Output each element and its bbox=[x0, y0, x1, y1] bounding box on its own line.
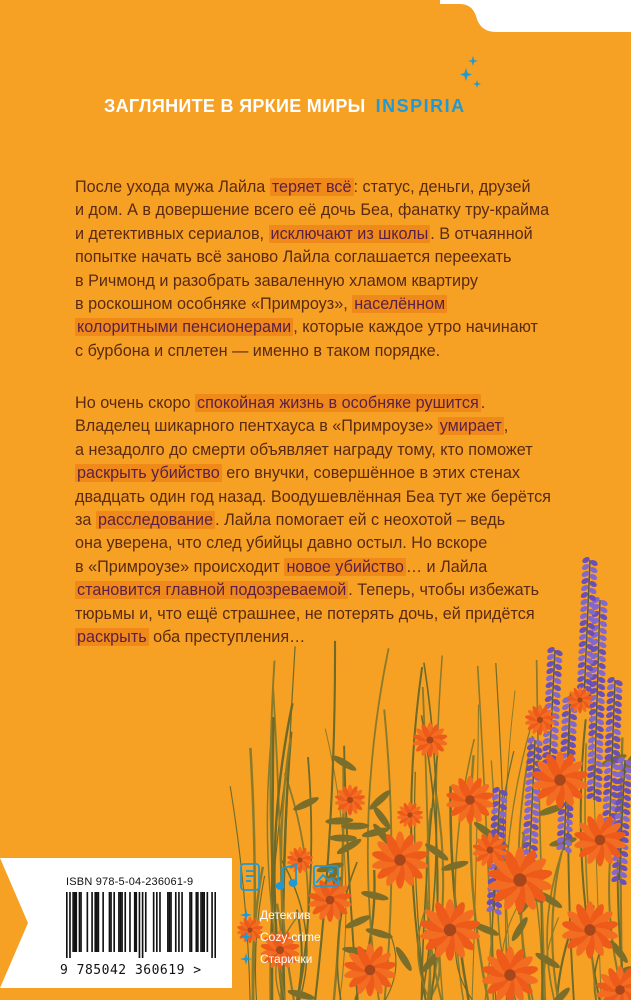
sparkle-bullet-icon bbox=[240, 953, 252, 965]
genre-label: Детектив bbox=[260, 908, 311, 922]
text-segment: она уверена, что след убийцы давно остыл. Но вскоре bbox=[75, 534, 488, 553]
text-segment: в роскошном особняке «Примроуз», bbox=[75, 295, 353, 314]
text-segment: … и Лайла bbox=[405, 557, 488, 576]
ebook-icon bbox=[241, 864, 259, 890]
text-segment: . Лайла помогает ей с неохотой – ведь bbox=[215, 511, 506, 530]
text-segment: с бурбона и сплетен — именно в таком порядке. bbox=[75, 341, 441, 360]
audiobook-icon bbox=[277, 865, 297, 889]
highlighted-text: населённом bbox=[354, 295, 446, 314]
genre-list bbox=[240, 904, 321, 970]
slogan-text: ЗАГЛЯНИТЕ В ЯРКИЕ МИРЫ bbox=[104, 96, 366, 116]
text-segment: Владелец шикарного пентхауса в «Примроузе» bbox=[75, 417, 438, 436]
barcode-digits: 9 785042 360619 > bbox=[60, 963, 202, 978]
text-segment: : статус, деньги, друзей bbox=[353, 178, 531, 196]
text-segment: После ухода мужа Лайла bbox=[75, 178, 270, 196]
text-segment: в Ричмонд и разобрать заваленную хламом квартиру bbox=[75, 271, 478, 290]
highlighted-text: раскрыть bbox=[77, 628, 147, 647]
highlighted-text: теряет всё bbox=[271, 178, 352, 196]
genre-item bbox=[240, 904, 321, 926]
text-segment: . Теперь, чтобы избежать bbox=[348, 581, 540, 600]
text-segment: . bbox=[480, 394, 486, 412]
genre-label: Cozy-crime bbox=[260, 930, 321, 944]
brand-name: INSPIRIA bbox=[375, 96, 466, 116]
highlighted-text: расследование bbox=[97, 511, 214, 530]
highlighted-text: умирает bbox=[439, 417, 502, 436]
text-segment: а незадолго до смерти объявляет награду тому, кто поможет bbox=[75, 440, 533, 459]
format-icons bbox=[238, 862, 348, 894]
isbn-label: ISBN 978-5-04-236061-9 bbox=[66, 876, 194, 888]
barcode bbox=[66, 892, 216, 958]
text-segment: в «Примроузе» происходит bbox=[75, 557, 285, 576]
text-segment: его внучки, совершённое в этих стенах bbox=[221, 464, 520, 483]
genre-item bbox=[240, 948, 321, 970]
highlighted-text: раскрыть убийство bbox=[77, 464, 220, 483]
text-segment: попытке начать всё заново Лайла соглашается переехать bbox=[75, 248, 512, 267]
text-segment: оба преступления… bbox=[148, 628, 306, 647]
highlighted-text: спокойная жизнь в особняке рушится bbox=[197, 394, 479, 412]
text-segment: и дом. А в довершение всего её дочь Беа, фанатку тру-крайма bbox=[75, 201, 550, 220]
text-segment: Но очень скоро bbox=[75, 394, 196, 412]
text-segment: , bbox=[503, 417, 509, 436]
illustrated-icon bbox=[314, 866, 338, 886]
sparkle-bullet-icon bbox=[240, 909, 252, 921]
text-segment: двадцать один год назад. Воодушевлённая Беа тут же берётся bbox=[75, 487, 551, 506]
highlighted-text: исключают из школы bbox=[270, 224, 429, 243]
text-segment: , которые каждое утро начинают bbox=[293, 318, 538, 337]
text-segment: . В отчаянной bbox=[430, 224, 533, 243]
highlighted-text: становится главной подозреваемой bbox=[77, 581, 347, 600]
text-segment: и детективных сериалов, bbox=[75, 224, 269, 243]
genre-label: Старички bbox=[260, 952, 313, 966]
highlighted-text: новое убийство bbox=[286, 557, 404, 576]
text-segment: тюрьмы и, что ещё страшнее, не потерять дочь, ей придётся bbox=[75, 604, 535, 623]
text-segment: за bbox=[75, 511, 96, 530]
highlighted-text: колоритными пенсионерами bbox=[77, 318, 292, 337]
genre-item bbox=[240, 926, 321, 948]
sparkle-bullet-icon bbox=[240, 931, 252, 943]
